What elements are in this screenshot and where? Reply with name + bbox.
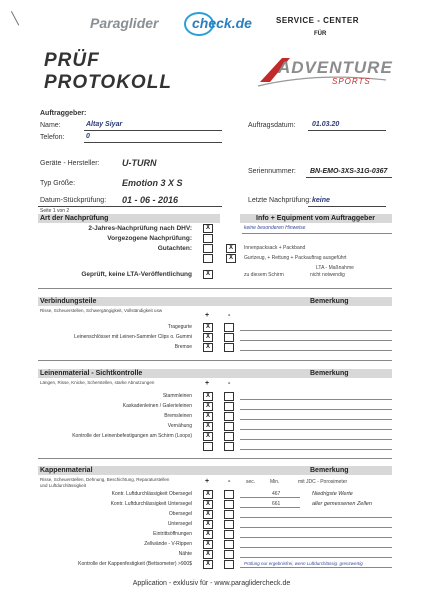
kappe-check-3[interactable]: X bbox=[203, 510, 213, 519]
kappe-sec-label: sec. bbox=[246, 479, 256, 485]
footer-text: Application - exklusiv für - www.paraglidercheck.de bbox=[132, 580, 291, 587]
kappe-minus-7[interactable] bbox=[224, 550, 234, 559]
kappe-title: Kappenmaterial bbox=[40, 467, 93, 474]
corner-mark bbox=[11, 6, 28, 25]
kappe-minus-8[interactable] bbox=[224, 560, 234, 569]
service-center-label: SERVICE - CENTER bbox=[276, 16, 359, 25]
equip-check-2[interactable]: X bbox=[226, 254, 236, 263]
lta-label: LTA - Maßnahme bbox=[316, 265, 354, 271]
title-line2: PROTOKOLL bbox=[44, 72, 172, 93]
order-date-value[interactable]: 01.03.20 bbox=[312, 121, 340, 128]
equip-label-1: Innenpacksack + Packband bbox=[244, 245, 306, 251]
art-check-1[interactable]: X bbox=[203, 224, 213, 233]
info-line-1 bbox=[242, 233, 392, 234]
kappe-minus-4[interactable] bbox=[224, 520, 234, 529]
leinen-check-3[interactable]: X bbox=[203, 412, 213, 421]
last-check-underline bbox=[308, 206, 386, 207]
page-info: Seite 1 von 2 bbox=[40, 208, 70, 214]
art-title: Art der Nachprüfung bbox=[40, 215, 109, 222]
kappe-check-4[interactable]: X bbox=[203, 520, 213, 529]
art-check-blank[interactable] bbox=[203, 254, 213, 263]
art-row-2: Vorgezogene Nachprüfung: bbox=[107, 235, 192, 242]
art-check-4[interactable]: X bbox=[203, 270, 213, 279]
client-heading: Auftraggeber: bbox=[40, 110, 87, 117]
verbindung-subtitle: Risse, Scheuerstellen, Schwergängigkeit, Vollständigkeit usw bbox=[40, 308, 163, 313]
leinen-row-2: Kaskadenleinen / Galerieleinen bbox=[122, 403, 192, 409]
date-value[interactable]: 01 - 06 - 2016 bbox=[122, 195, 179, 205]
title-line1: PRÜF bbox=[44, 50, 100, 71]
leinen-minus-2[interactable] bbox=[224, 402, 234, 411]
verbindung-row-3: Bremse bbox=[174, 344, 192, 350]
serial-value[interactable]: BN-EMO-3XS-31G-0367 bbox=[310, 168, 388, 175]
maker-label: Geräte - Hersteller: bbox=[40, 160, 100, 167]
leinen-check-4[interactable]: X bbox=[203, 422, 213, 431]
kappe-rline-4 bbox=[240, 527, 392, 528]
type-value[interactable]: Emotion 3 X S bbox=[122, 178, 183, 188]
kappe-value-2: 661 bbox=[272, 501, 281, 507]
kappe-row-3: Obersegel bbox=[168, 511, 192, 517]
kappe-row-6: Zellwände - V-Rippen bbox=[144, 541, 192, 547]
name-value[interactable]: Altay Siyar bbox=[86, 121, 123, 128]
phone-label: Telefon: bbox=[40, 134, 65, 141]
kappe-row-5: Eintrittsöffnungen bbox=[153, 531, 192, 537]
kappe-check-7[interactable]: X bbox=[203, 550, 213, 559]
kappe-rline-7 bbox=[240, 557, 392, 558]
leinen-minus-4[interactable] bbox=[224, 422, 234, 431]
phone-value[interactable]: 0 bbox=[86, 133, 90, 140]
kappe-method: mit JDC - Porosimeter bbox=[298, 479, 348, 485]
kappe-check-8[interactable]: X bbox=[203, 560, 213, 569]
verbindung-check-1[interactable]: X bbox=[203, 323, 213, 332]
verbindung-row-2: Leinenschlösser mit Leinen-Sammler Clips o. Gummi bbox=[74, 334, 192, 340]
date-underline bbox=[38, 206, 222, 207]
kappe-row-1: Kontr. Luftdurchlässigkeit Obersegel bbox=[111, 491, 192, 497]
kappe-check-1[interactable]: X bbox=[203, 490, 213, 499]
leinen-minus: - bbox=[228, 380, 231, 387]
leinen-rline-3 bbox=[240, 419, 392, 420]
art-row-3: Gutachten: bbox=[157, 245, 192, 252]
fuer-label: FÜR bbox=[314, 31, 327, 37]
kappe-rline-1 bbox=[240, 497, 300, 498]
verbindung-title: Verbindungsteile bbox=[40, 298, 97, 305]
serial-underline bbox=[306, 177, 392, 178]
kappe-minus-6[interactable] bbox=[224, 540, 234, 549]
logo-text-left: Paraglider bbox=[90, 15, 159, 31]
leinen-row-3: Bremsleinen bbox=[164, 413, 192, 419]
kappe-bottom-note: Prüfung nur ergebnisfrei, wenn Luftdurchlässig. grenzwertig bbox=[244, 561, 363, 566]
paraglidercheck-logo bbox=[86, 14, 252, 32]
kappe-rline-5 bbox=[240, 537, 392, 538]
info-note: keine besonderen Hinweise bbox=[244, 225, 306, 231]
verbindung-row-1: Tragegurte bbox=[167, 324, 192, 330]
serial-label: Seriennummer: bbox=[248, 168, 296, 175]
leinen-check-5[interactable]: X bbox=[203, 432, 213, 441]
kappe-minus-5[interactable] bbox=[224, 530, 234, 539]
leinen-rline-5 bbox=[240, 439, 392, 440]
leinen-rline-1 bbox=[240, 399, 392, 400]
leinen-minus-3[interactable] bbox=[224, 412, 234, 421]
leinen-check-1[interactable]: X bbox=[203, 392, 213, 401]
verbindung-rline-2 bbox=[240, 340, 392, 341]
verbindung-rline-3 bbox=[240, 350, 392, 351]
type-label: Typ Größe: bbox=[40, 180, 76, 187]
leinen-title: Leinenmaterial - Sichtkontrolle bbox=[40, 370, 143, 377]
art-bottom-line bbox=[38, 288, 392, 289]
kappe-row-4: Untersegel bbox=[167, 521, 192, 527]
verbindung-rline-1 bbox=[240, 330, 392, 331]
order-date-label: Auftragsdatum: bbox=[248, 122, 296, 129]
leinen-bottom-line bbox=[38, 458, 392, 459]
kappe-check-5[interactable]: X bbox=[203, 530, 213, 539]
date-label: Datum-Stückprüfung: bbox=[40, 197, 107, 204]
verbindung-check-2[interactable]: X bbox=[203, 333, 213, 342]
equip-label-2: Gurtzeug, + Rettung + Packauftrag ausgeführt bbox=[244, 255, 347, 261]
kappe-subtitle-1: Risse, Scheuerstellen, Dehnung, Beschichtung, Reparaturstellen bbox=[40, 477, 170, 482]
kappe-subtitle-2: und Luftdurchlässigkeit bbox=[40, 483, 87, 488]
art-check-3[interactable] bbox=[203, 244, 213, 253]
verbindung-plus: + bbox=[205, 312, 210, 319]
kappe-row-2: Kontr. Luftdurchlässigkeit Untersegel bbox=[110, 501, 192, 507]
kappe-value-1: 467 bbox=[272, 491, 281, 497]
leinen-subtitle: Längen, Risse, Knicke, Scherstellen, starke Abnutzungen bbox=[40, 380, 155, 385]
verbindung-minus-1[interactable] bbox=[224, 323, 234, 332]
phone-underline bbox=[84, 142, 222, 143]
maker-value[interactable]: U-TURN bbox=[122, 158, 157, 168]
last-check-label: Letzte Nachprüfung: bbox=[248, 197, 312, 204]
leinen-minus-blank[interactable] bbox=[224, 442, 234, 451]
kappe-minus-1[interactable] bbox=[224, 490, 234, 499]
leinen-rline-4 bbox=[240, 429, 392, 430]
order-date-underline bbox=[308, 130, 386, 131]
last-check-value[interactable]: keine bbox=[312, 197, 330, 204]
kappe-minus: - bbox=[228, 478, 231, 485]
kappe-rline-6 bbox=[240, 547, 392, 548]
verbindung-minus-3[interactable] bbox=[224, 343, 234, 352]
leinen-minus-5[interactable] bbox=[224, 432, 234, 441]
lta-right: nicht notwendig bbox=[310, 272, 345, 278]
info-title: Info + Equipment vom Auftraggeber bbox=[256, 215, 375, 222]
verbindung-minus-2[interactable] bbox=[224, 333, 234, 342]
adventure-word: ADVENTURE bbox=[278, 58, 393, 77]
logo-text-right: check.de bbox=[192, 15, 252, 31]
sports-word: SPORTS bbox=[332, 77, 371, 86]
kappe-min-label: Min. bbox=[270, 479, 280, 485]
equip-check-1[interactable]: X bbox=[226, 244, 236, 253]
leinen-row-5: Kontrolle der Leinenbefestigungen am Schirm (Loops) bbox=[72, 433, 192, 439]
kappe-minus-2[interactable] bbox=[224, 500, 234, 509]
lta-left: zu diesem Schirm bbox=[244, 272, 284, 278]
name-label: Name: bbox=[40, 122, 61, 129]
kappe-row-8: Kontrolle der Kappenfestigkeit (Bettsometer) >900$ bbox=[78, 561, 192, 567]
verbindung-bottom-line bbox=[38, 360, 392, 361]
art-row-1: 2-Jahres-Nachprüfung nach DHV: bbox=[88, 225, 192, 232]
kappe-check-6[interactable]: X bbox=[203, 540, 213, 549]
adventure-sports-logo bbox=[256, 52, 393, 96]
name-underline bbox=[84, 130, 222, 131]
leinen-plus: + bbox=[205, 380, 210, 387]
kappe-remark: Bemerkung bbox=[310, 467, 349, 474]
art-check-2[interactable] bbox=[203, 234, 213, 243]
leinen-remark: Bemerkung bbox=[310, 370, 349, 377]
kappe-plus: + bbox=[205, 478, 210, 485]
leinen-row-1: Stammleinen bbox=[162, 393, 192, 399]
kappe-note-2: aller gemessenen Zellen bbox=[312, 501, 372, 507]
kappe-minus-3[interactable] bbox=[224, 510, 234, 519]
leinen-minus-1[interactable] bbox=[224, 392, 234, 401]
verbindung-remark: Bemerkung bbox=[310, 298, 349, 305]
leinen-check-blank[interactable] bbox=[203, 442, 213, 451]
kappe-rline-3 bbox=[240, 517, 392, 518]
art-row-4: Geprüft, keine LTA-Veröffentlichung bbox=[81, 271, 192, 278]
leinen-row-4: Vernähung bbox=[167, 423, 192, 429]
leinen-check-2[interactable]: X bbox=[203, 402, 213, 411]
kappe-rline-8 bbox=[240, 567, 392, 568]
leinen-rline-6 bbox=[240, 449, 392, 450]
verbindung-check-3[interactable]: X bbox=[203, 343, 213, 352]
kappe-rline-2 bbox=[240, 507, 300, 508]
leinen-rline-2 bbox=[240, 409, 392, 410]
kappe-note-1: Niedrigste Werte bbox=[312, 491, 353, 497]
kappe-check-2[interactable]: X bbox=[203, 500, 213, 509]
kappe-row-7: Nähte bbox=[178, 551, 192, 557]
verbindung-minus: - bbox=[228, 312, 231, 319]
